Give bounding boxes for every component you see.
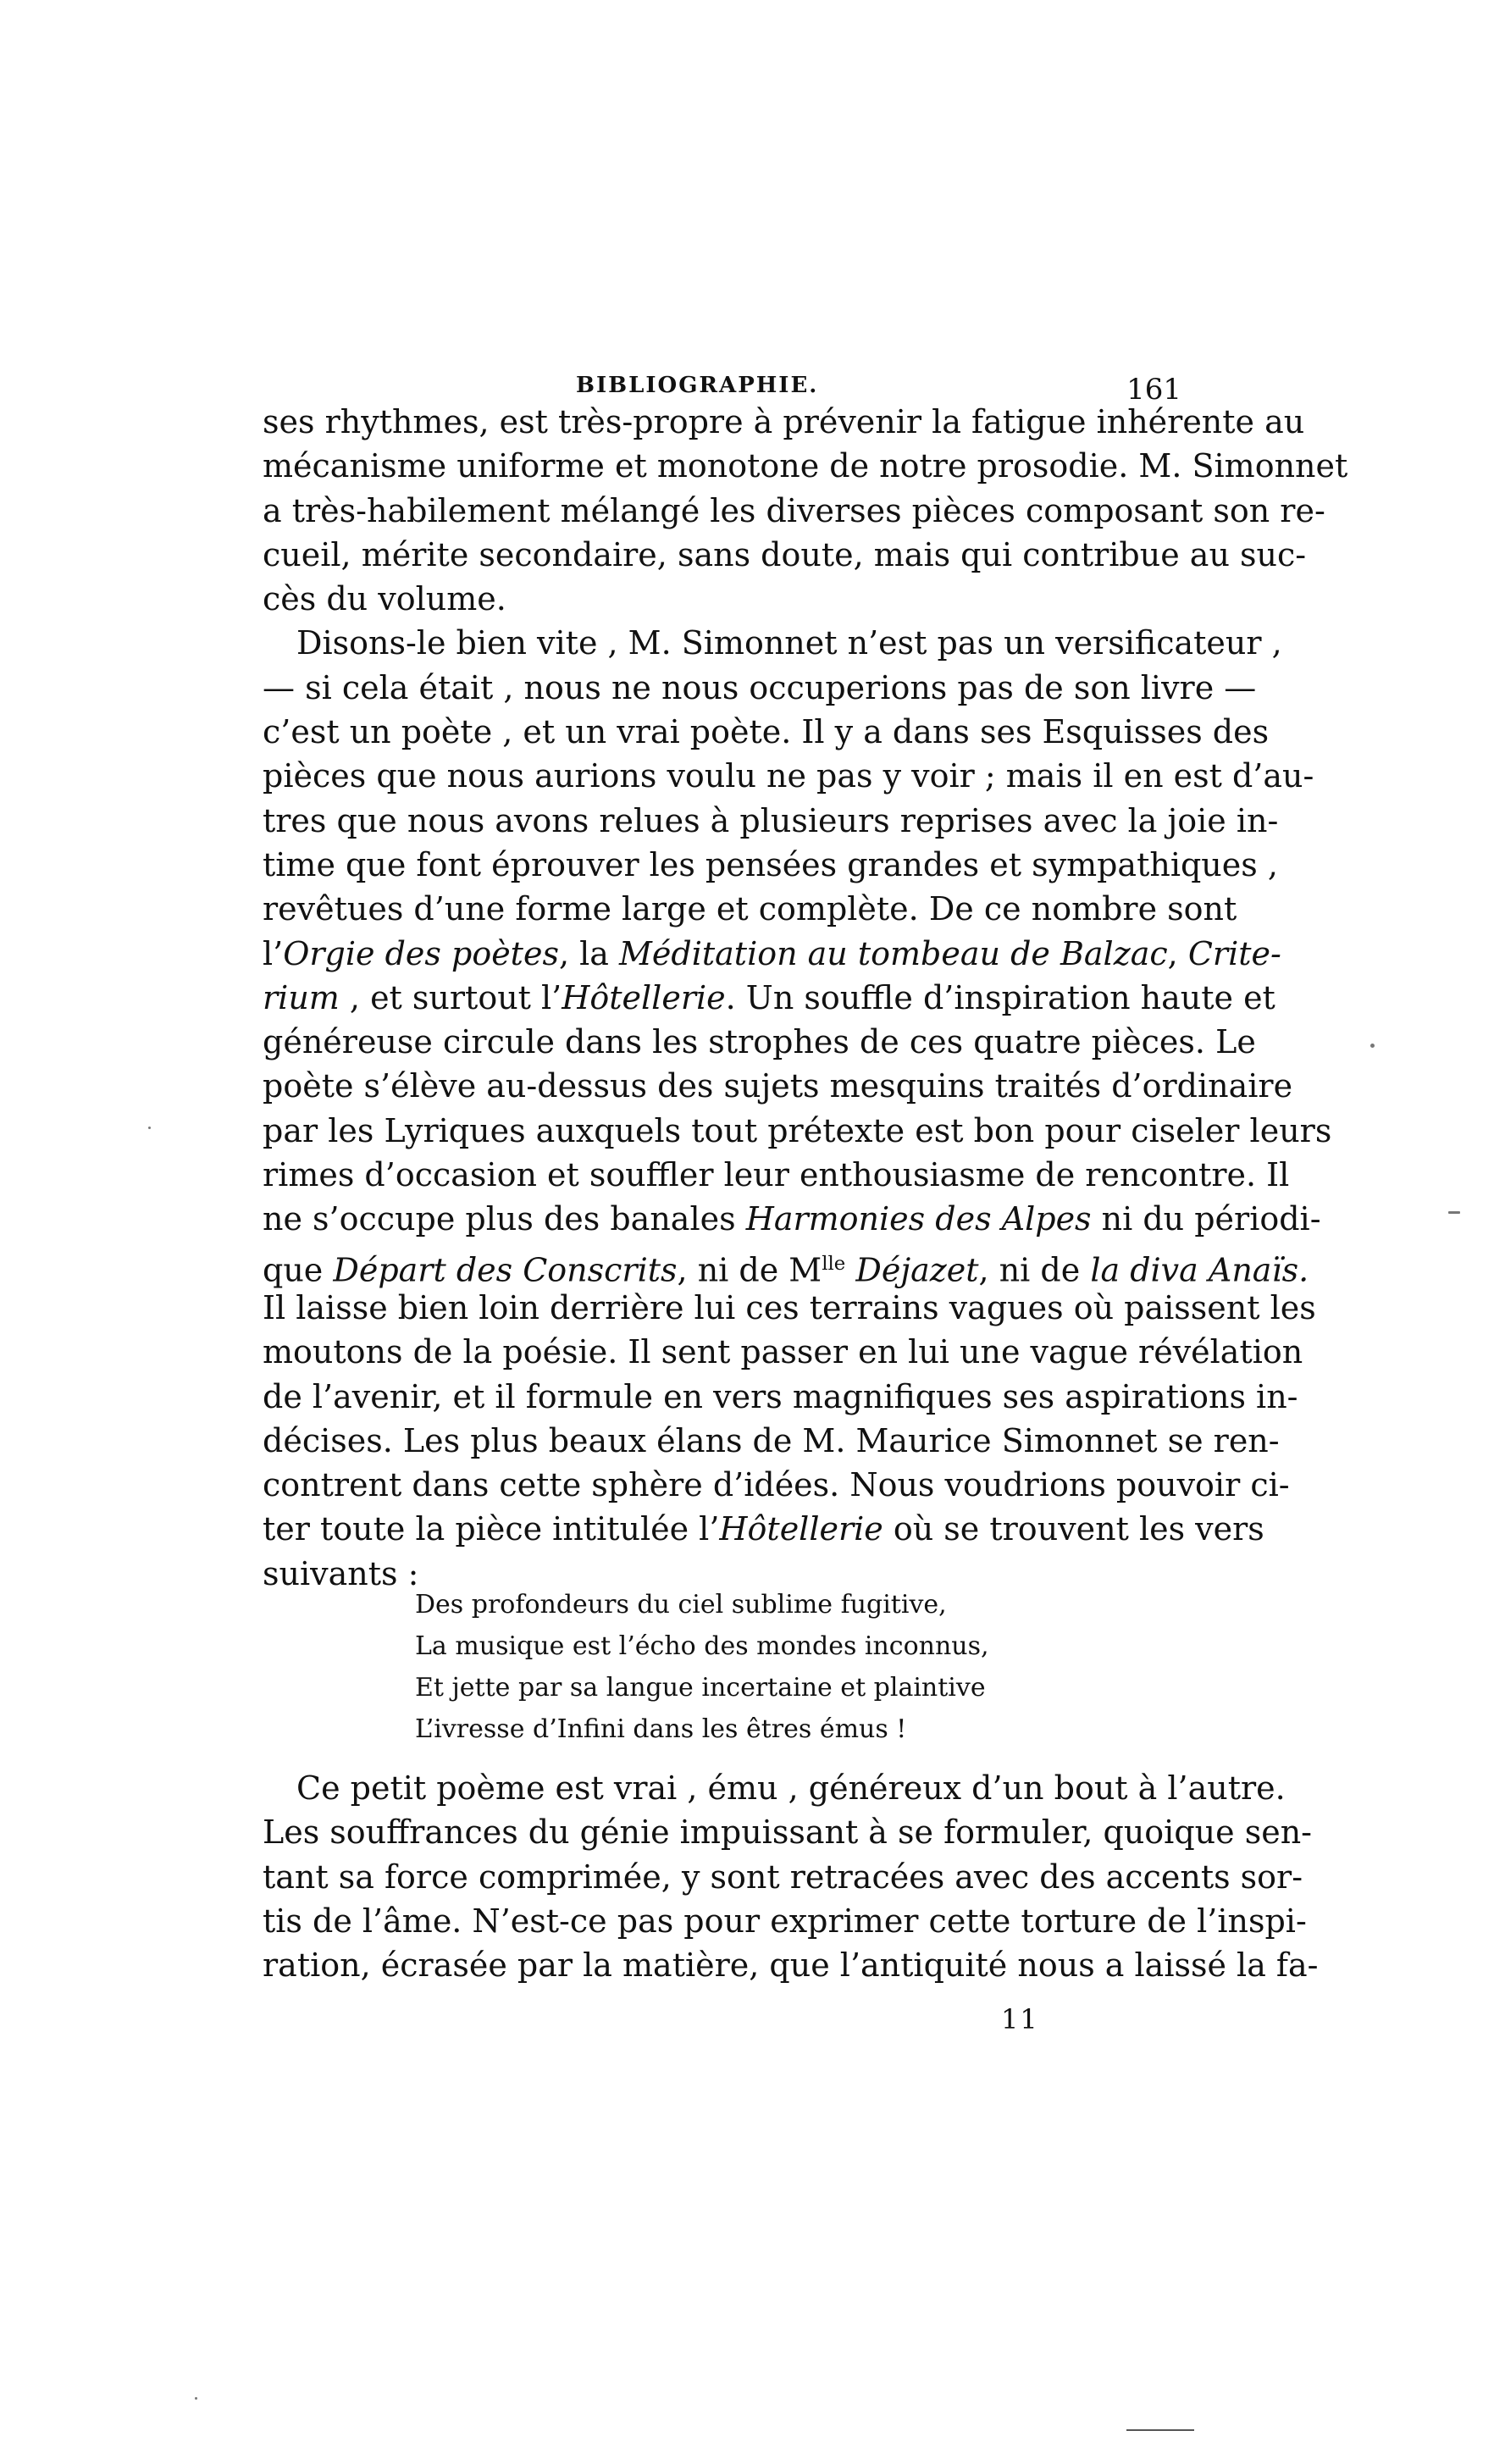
text-line: — si cela était , nous ne nous occuperions pas de son livre — (263, 668, 1257, 706)
text-line: a très-habilement mélangé les diverses pièces composant son re- (263, 491, 1325, 529)
bottom-rule (1126, 2429, 1194, 2431)
text-line: c’est un poète , et un vrai poète. Il y a dans ses Esquisses des (263, 713, 1270, 751)
text-line: tant sa force comprimée, y sont retracées avec des accents sor- (263, 1858, 1303, 1896)
text-line: cueil, mérite secondaire, sans doute, mais qui contribue au suc- (263, 535, 1307, 573)
italic-title: Orgie des poètes (283, 934, 559, 972)
verse-quotation (415, 1584, 1008, 1750)
ink-speck (148, 1127, 151, 1129)
text-line: l’Orgie des poètes, la Méditation au tombeau de Balzac, Crite- (263, 934, 1281, 972)
italic-title: Harmonies des Alpes (745, 1200, 1092, 1238)
page-number: 161 (1126, 373, 1181, 407)
verse-line: Et jette par sa langue incertaine et plaintive (415, 1673, 986, 1703)
ink-speck (1370, 1044, 1375, 1048)
italic-title: Méditation au tombeau de Balzac (619, 934, 1168, 972)
body-text (263, 400, 1348, 1596)
text-line: tis de l’âme. N’est-ce pas pour exprimer cette torture de l’inspi- (263, 1902, 1307, 1940)
text-line: que Départ des Conscrits, ni de $M^{lle}$ Déjazet, ni de la diva Anaïs. (263, 1251, 1309, 1289)
text-line: rium , et surtout l’Hôtellerie. Un souffle d’inspiration haute et (263, 978, 1275, 1016)
text-line: time que font éprouver les pensées grandes et sympathiques , (263, 845, 1278, 883)
text-line: par les Lyriques auxquels tout prétexte est bon pour ciseler leurs (263, 1111, 1332, 1149)
text-line: Disons-le bien vite , M. Simonnet n’est pas un versificateur , (296, 624, 1282, 662)
text-line: Ce petit poème est vrai , ému , généreux d’un bout à l’autre. (296, 1769, 1286, 1807)
text-line: Les souffrances du génie impuissant à se formuler, quoique sen- (263, 1813, 1313, 1852)
text-line: cès du volume. (263, 580, 506, 618)
text-line: rimes d’occasion et souffler leur enthousiasme de rencontre. Il (263, 1156, 1290, 1194)
text-line: ses rhythmes, est très-propre à prévenir la fatigue inhérente au (263, 403, 1305, 440)
verse-line: L’ivresse d’Infini dans les êtres émus ! (415, 1714, 907, 1744)
italic-title: Déjazet (845, 1251, 979, 1289)
text-line: contrent dans cette sphère d’idées. Nous voudrions pouvoir ci- (263, 1466, 1290, 1504)
ink-speck (195, 2397, 197, 2400)
text-line: ration, écrasée par la matière, que l’antiquité nous a laissé la fa- (263, 1946, 1319, 1985)
text-line: ne s’occupe plus des banales Harmonies des Alpes ni du périodi- (263, 1200, 1321, 1238)
text-line: généreuse circule dans les strophes de ces quatre pièces. Le (263, 1023, 1256, 1061)
text-line: revêtues d’une forme large et complète. De ce nombre sont (263, 890, 1237, 928)
text-line: tres que nous avons relues à plusieurs reprises avec la joie in- (263, 801, 1279, 839)
text-line: décises. Les plus beaux élans de M. Maurice Simonnet se ren- (263, 1421, 1280, 1459)
text-line: Il laisse bien loin derrière lui ces terrains vagues où paissent les (263, 1288, 1316, 1326)
italic-title: la diva Anaïs. (1090, 1251, 1309, 1289)
text-line: suivants : (263, 1554, 419, 1592)
text-line: poète s’élève au-dessus des sujets mesquins traités d’ordinaire (263, 1067, 1293, 1105)
text-line: pièces que nous aurions voulu ne pas y voir ; mais il en est d’au- (263, 757, 1314, 795)
italic-title: Hôtellerie (719, 1510, 883, 1548)
body-text-continued (263, 1766, 1319, 1987)
running-title: BIBLIOGRAPHIE. (576, 373, 819, 398)
text-line: moutons de la poésie. Il sent passer en lui une vague révélation (263, 1333, 1303, 1371)
italic-title: rium (263, 978, 340, 1016)
italic-title: Crite- (1187, 934, 1281, 972)
verse-line: Des profondeurs du ciel sublime fugitive, (415, 1590, 947, 1620)
text-line: mécanisme uniforme et monotone de notre prosodie. M. Simonnet (263, 447, 1348, 485)
ink-speck (1448, 1211, 1460, 1214)
text-line: ter toute la pièce intitulée l’Hôtellerie où se trouvent les vers (263, 1510, 1264, 1548)
text-line: de l’avenir, et il formule en vers magnifiques ses aspirations in- (263, 1377, 1298, 1415)
italic-title: Hôtellerie (562, 978, 726, 1016)
signature-mark: 11 (1001, 2003, 1039, 2035)
verse-line: La musique est l’écho des mondes inconnus, (415, 1631, 989, 1661)
italic-title: Départ des Conscrits (333, 1251, 678, 1289)
